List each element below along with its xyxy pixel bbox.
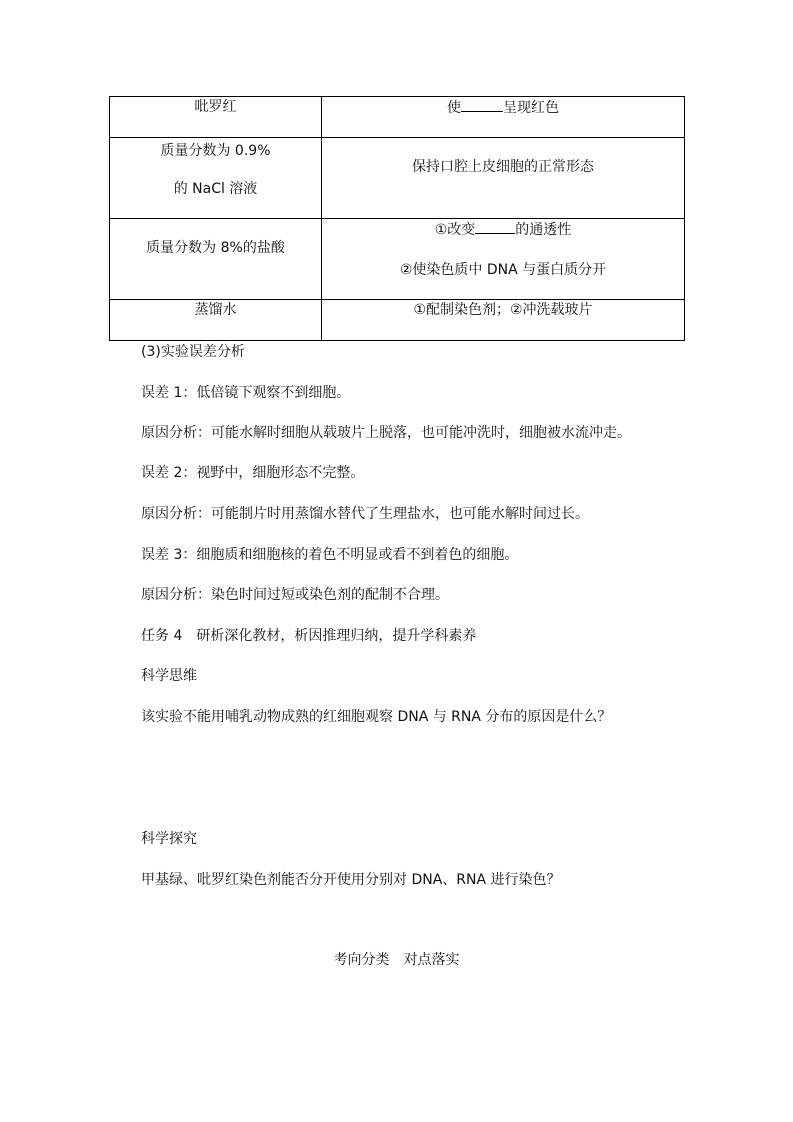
function-prefix: ①改变	[434, 222, 476, 238]
function-suffix: 的通透性	[515, 222, 572, 238]
error-line-3: 误差 3：细胞质和细胞核的着色不明显或看不到着色的细胞。	[141, 547, 519, 563]
reagent-table	[109, 96, 685, 341]
reagent-name-line2: 的 NaCl 溶液	[173, 181, 258, 197]
reagent-name: 蒸馏水	[194, 302, 237, 318]
table-row	[110, 219, 685, 300]
function-cell	[322, 138, 685, 219]
reagent-name-line1: 质量分数为 0.9%	[160, 143, 271, 159]
reagent-name: 吡罗红	[194, 99, 237, 115]
function-cell	[322, 97, 685, 138]
science-thinking-label: 科学思维	[141, 668, 197, 684]
table-row	[110, 97, 685, 138]
science-thinking-question: 该实验不能用哺乳动物成熟的红细胞观察 DNA 与 RNA 分布的原因是什么？	[141, 709, 612, 725]
fill-in-blank	[475, 219, 515, 234]
function-prefix: 使	[447, 100, 461, 116]
table-row	[110, 138, 685, 219]
cause-line-1: 原因分析：可能水解时细胞从载玻片上脱落，也可能冲洗时，细胞被水流冲走。	[141, 425, 631, 441]
reagent-cell	[110, 97, 322, 138]
reagent-cell	[110, 138, 322, 219]
science-inquiry-question: 甲基绿、吡罗红染色剂能否分开使用分别对 DNA、RNA 进行染色？	[141, 872, 561, 888]
fill-in-blank	[461, 97, 503, 112]
reagent-cell	[110, 300, 322, 341]
table-row	[110, 300, 685, 341]
section-heading: 考向分类 对点落实	[333, 952, 460, 968]
reagent-name: 质量分数为 8%的盐酸	[146, 240, 285, 256]
cause-line-2: 原因分析：可能制片时用蒸馏水替代了生理盐水，也可能水解时间过长。	[141, 506, 589, 522]
task-title: 任务 4 研析深化教材，析因推理归纳，提升学科素养	[141, 628, 477, 644]
error-line-1: 误差 1：低倍镜下观察不到细胞。	[141, 385, 351, 401]
function-text	[322, 97, 684, 118]
function-line1	[322, 219, 684, 240]
error-line-2: 误差 2：视野中，细胞形态不完整。	[141, 465, 365, 481]
function-text: 保持口腔上皮细胞的正常形态	[412, 159, 594, 175]
function-suffix: 呈现红色	[503, 100, 559, 116]
section-title: (3)实验误差分析	[141, 344, 245, 360]
function-text: ①配制染色剂；②冲洗载玻片	[413, 302, 593, 318]
cause-line-3: 原因分析：染色时间过短或染色剂的配制不合理。	[141, 587, 449, 603]
science-inquiry-label: 科学探究	[141, 831, 197, 847]
reagent-cell	[110, 219, 322, 300]
function-cell	[322, 219, 685, 300]
function-cell	[322, 300, 685, 341]
function-line2: ②使染色质中 DNA 与蛋白质分开	[399, 262, 607, 278]
